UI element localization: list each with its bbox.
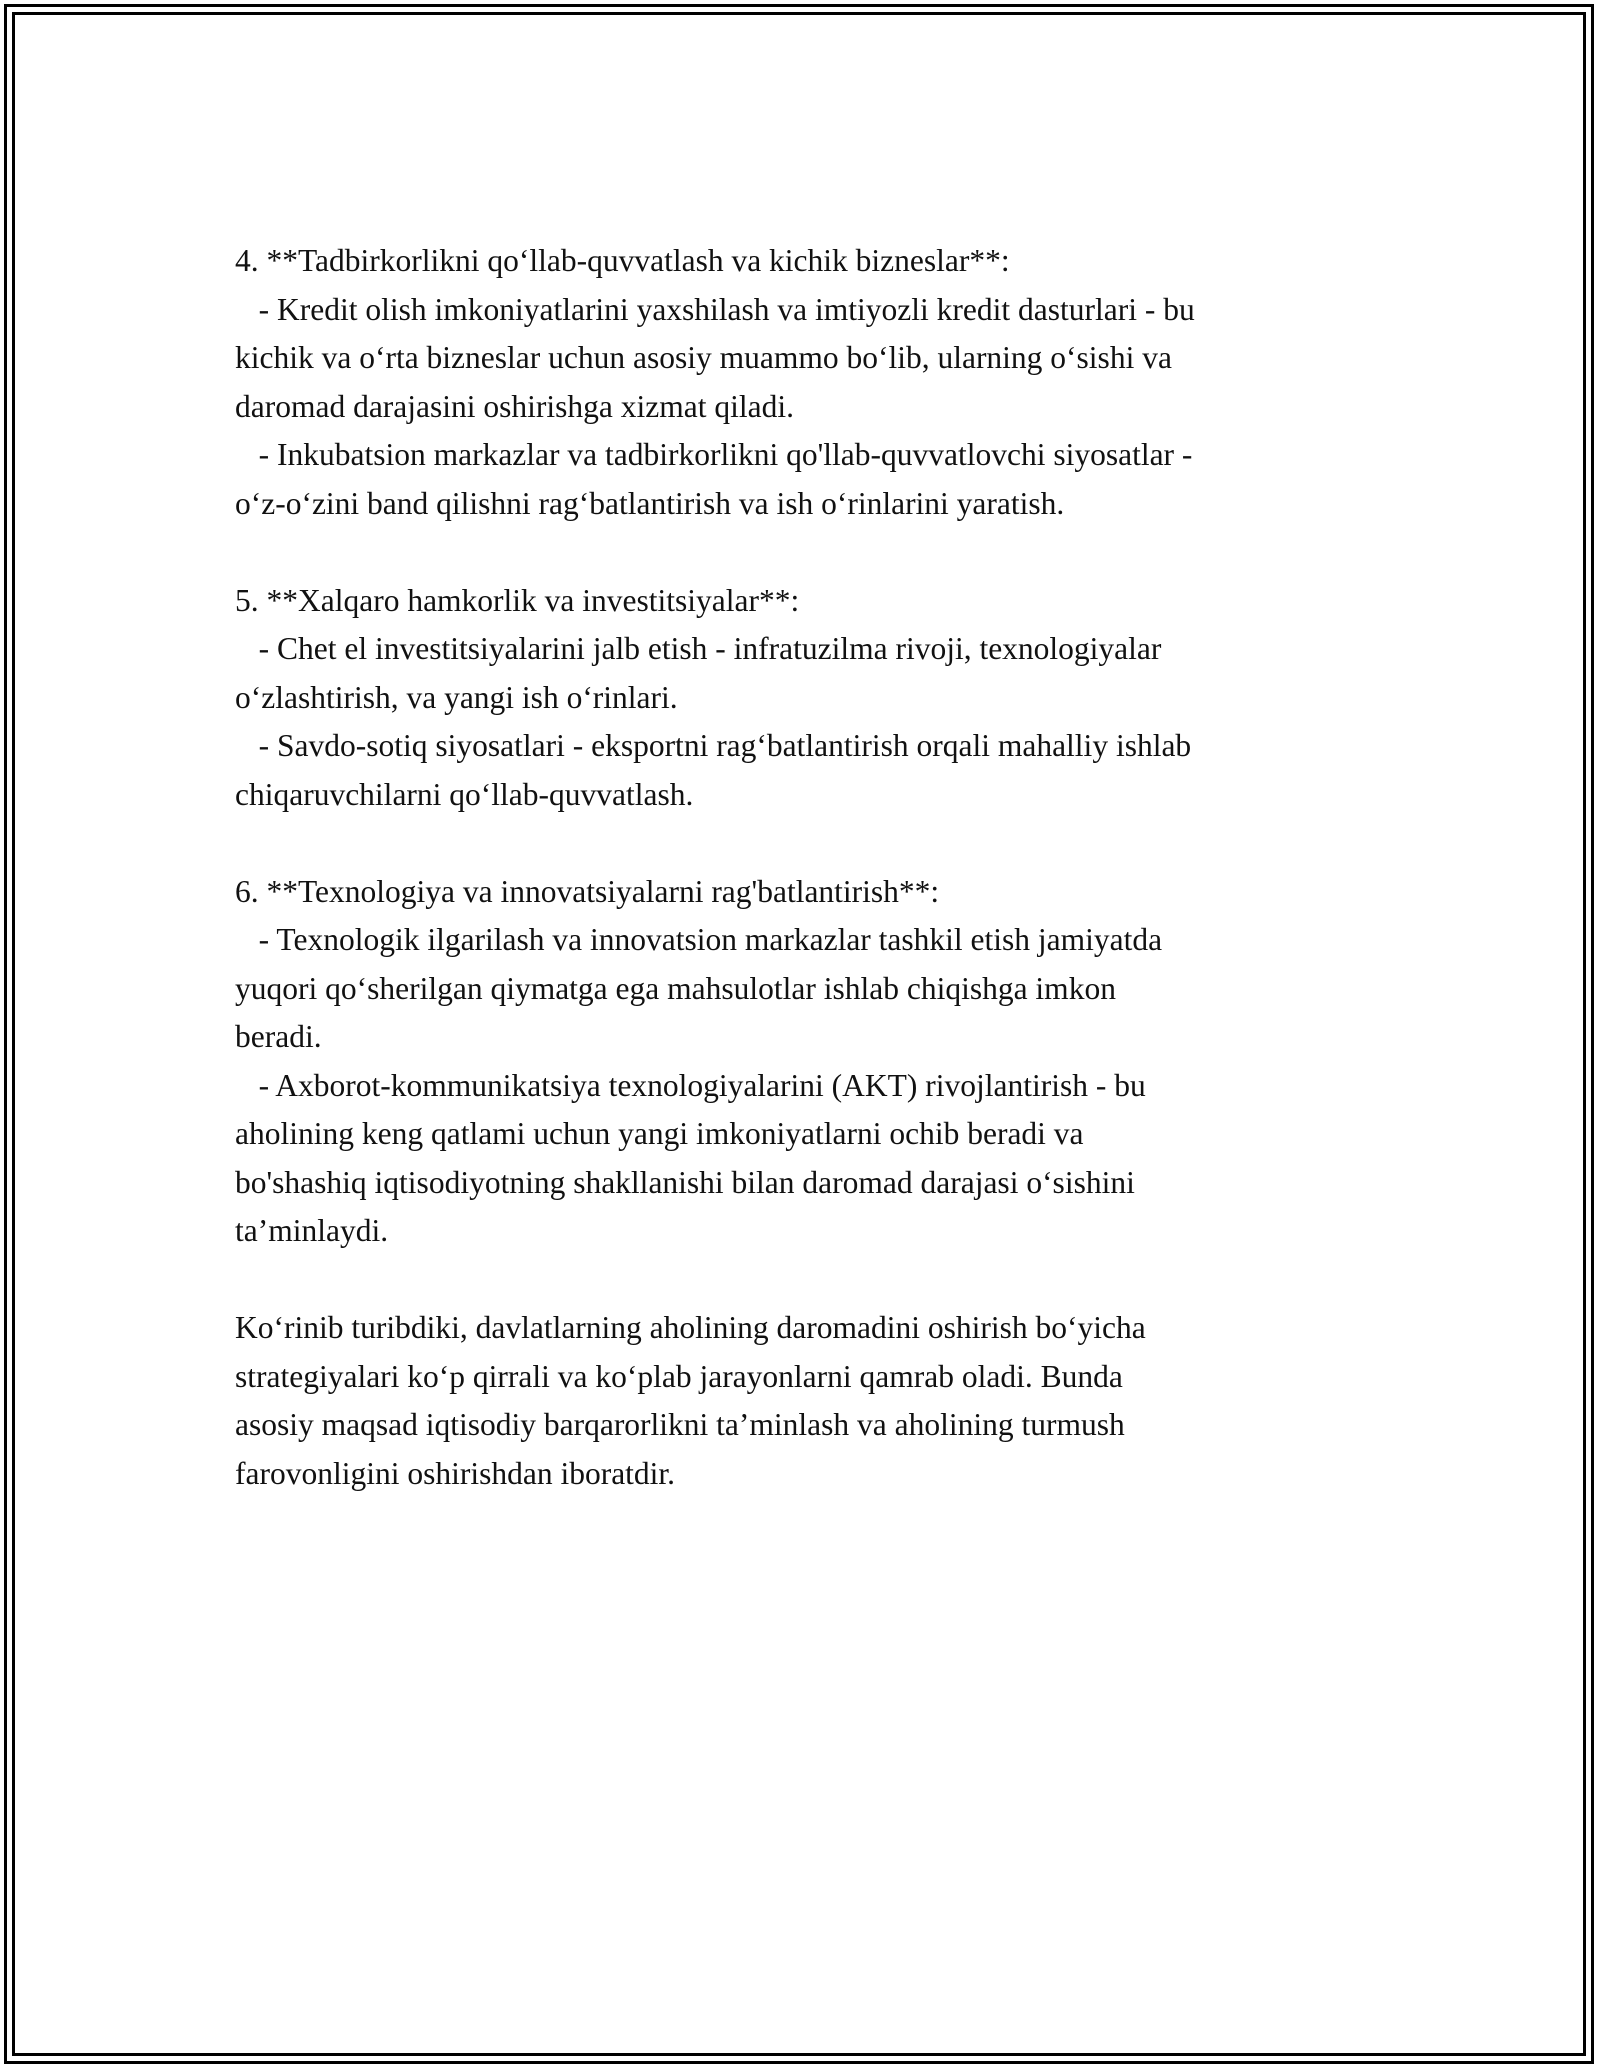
text-line: aholining keng qatlami uchun yangi imkoniyatlarni ochib beradi va — [235, 1116, 1084, 1151]
document-body — [235, 237, 1385, 1498]
text-line: asosiy maqsad iqtisodiy barqarorlikni ta’minlash va aholining turmush — [235, 1407, 1125, 1442]
text-line: - Axborot-kommunikatsiya texnologiyalarini (AKT) rivojlantirish - bu — [235, 1067, 1146, 1103]
text-line: strategiyalari ko‘p qirrali va ko‘plab jarayonlarni qamrab oladi. Bunda — [235, 1358, 1123, 1394]
blank-line — [235, 528, 1385, 577]
text-line: yuqori qo‘sherilgan qiymatga ega mahsulotlar ishlab chiqishga imkon — [235, 970, 1116, 1006]
text-line: - Chet el investitsiyalarini jalb etish - infratuzilma rivoji, texnologiyalar — [235, 631, 1162, 666]
blank-line — [235, 1256, 1385, 1305]
text-line: - Inkubatsion markazlar va tadbirkorlikni qo'llab-quvvatlovchi siyosatlar - — [235, 437, 1193, 472]
text-line: beradi. — [235, 1019, 322, 1054]
text-line: ta’minlaydi. — [235, 1213, 389, 1248]
text-line: o‘zlashtirish, va yangi ish o‘rinlari. — [235, 679, 678, 715]
text-line: bo'shashiq iqtisodiyotning shakllanishi bilan daromad darajasi o‘sishini — [235, 1164, 1135, 1200]
text-line: Ko‘rinib turibdiki, davlatlarning aholining daromadini oshirish bo‘yicha — [235, 1310, 1146, 1345]
text-line: - Kredit olish imkoniyatlarini yaxshilash va imtiyozli kredit dasturlari - bu — [235, 291, 1195, 327]
text-line: kichik va o‘rta bizneslar uchun asosiy muammo bo‘lib, ularning o‘sishi va — [235, 340, 1172, 375]
text-line: - Savdo-sotiq siyosatlari - eksportni rag‘batlantirish orqali mahalliy ishlab — [235, 728, 1192, 763]
blank-line — [235, 819, 1385, 868]
text-line: 6. **Texnologiya va innovatsiyalarni rag'batlantirish**: — [235, 873, 940, 909]
text-line: farovonligini oshirishdan iboratdir. — [235, 1455, 676, 1491]
text-line: - Texnologik ilgarilash va innovatsion markazlar tashkil etish jamiyatda — [235, 922, 1163, 957]
text-line: o‘z-o‘zini band qilishni rag‘batlantirish va ish o‘rinlarini yaratish. — [235, 485, 1065, 521]
text-line: 4. **Tadbirkorlikni qo‘llab-quvvatlash va kichik bizneslar**: — [235, 243, 1010, 278]
text-line: daromad darajasini oshirishga xizmat qiladi. — [235, 388, 794, 424]
text-line: chiqaruvchilarni qo‘llab-quvvatlash. — [235, 776, 694, 812]
text-line: 5. **Xalqaro hamkorlik va investitsiyalar**: — [235, 582, 800, 618]
